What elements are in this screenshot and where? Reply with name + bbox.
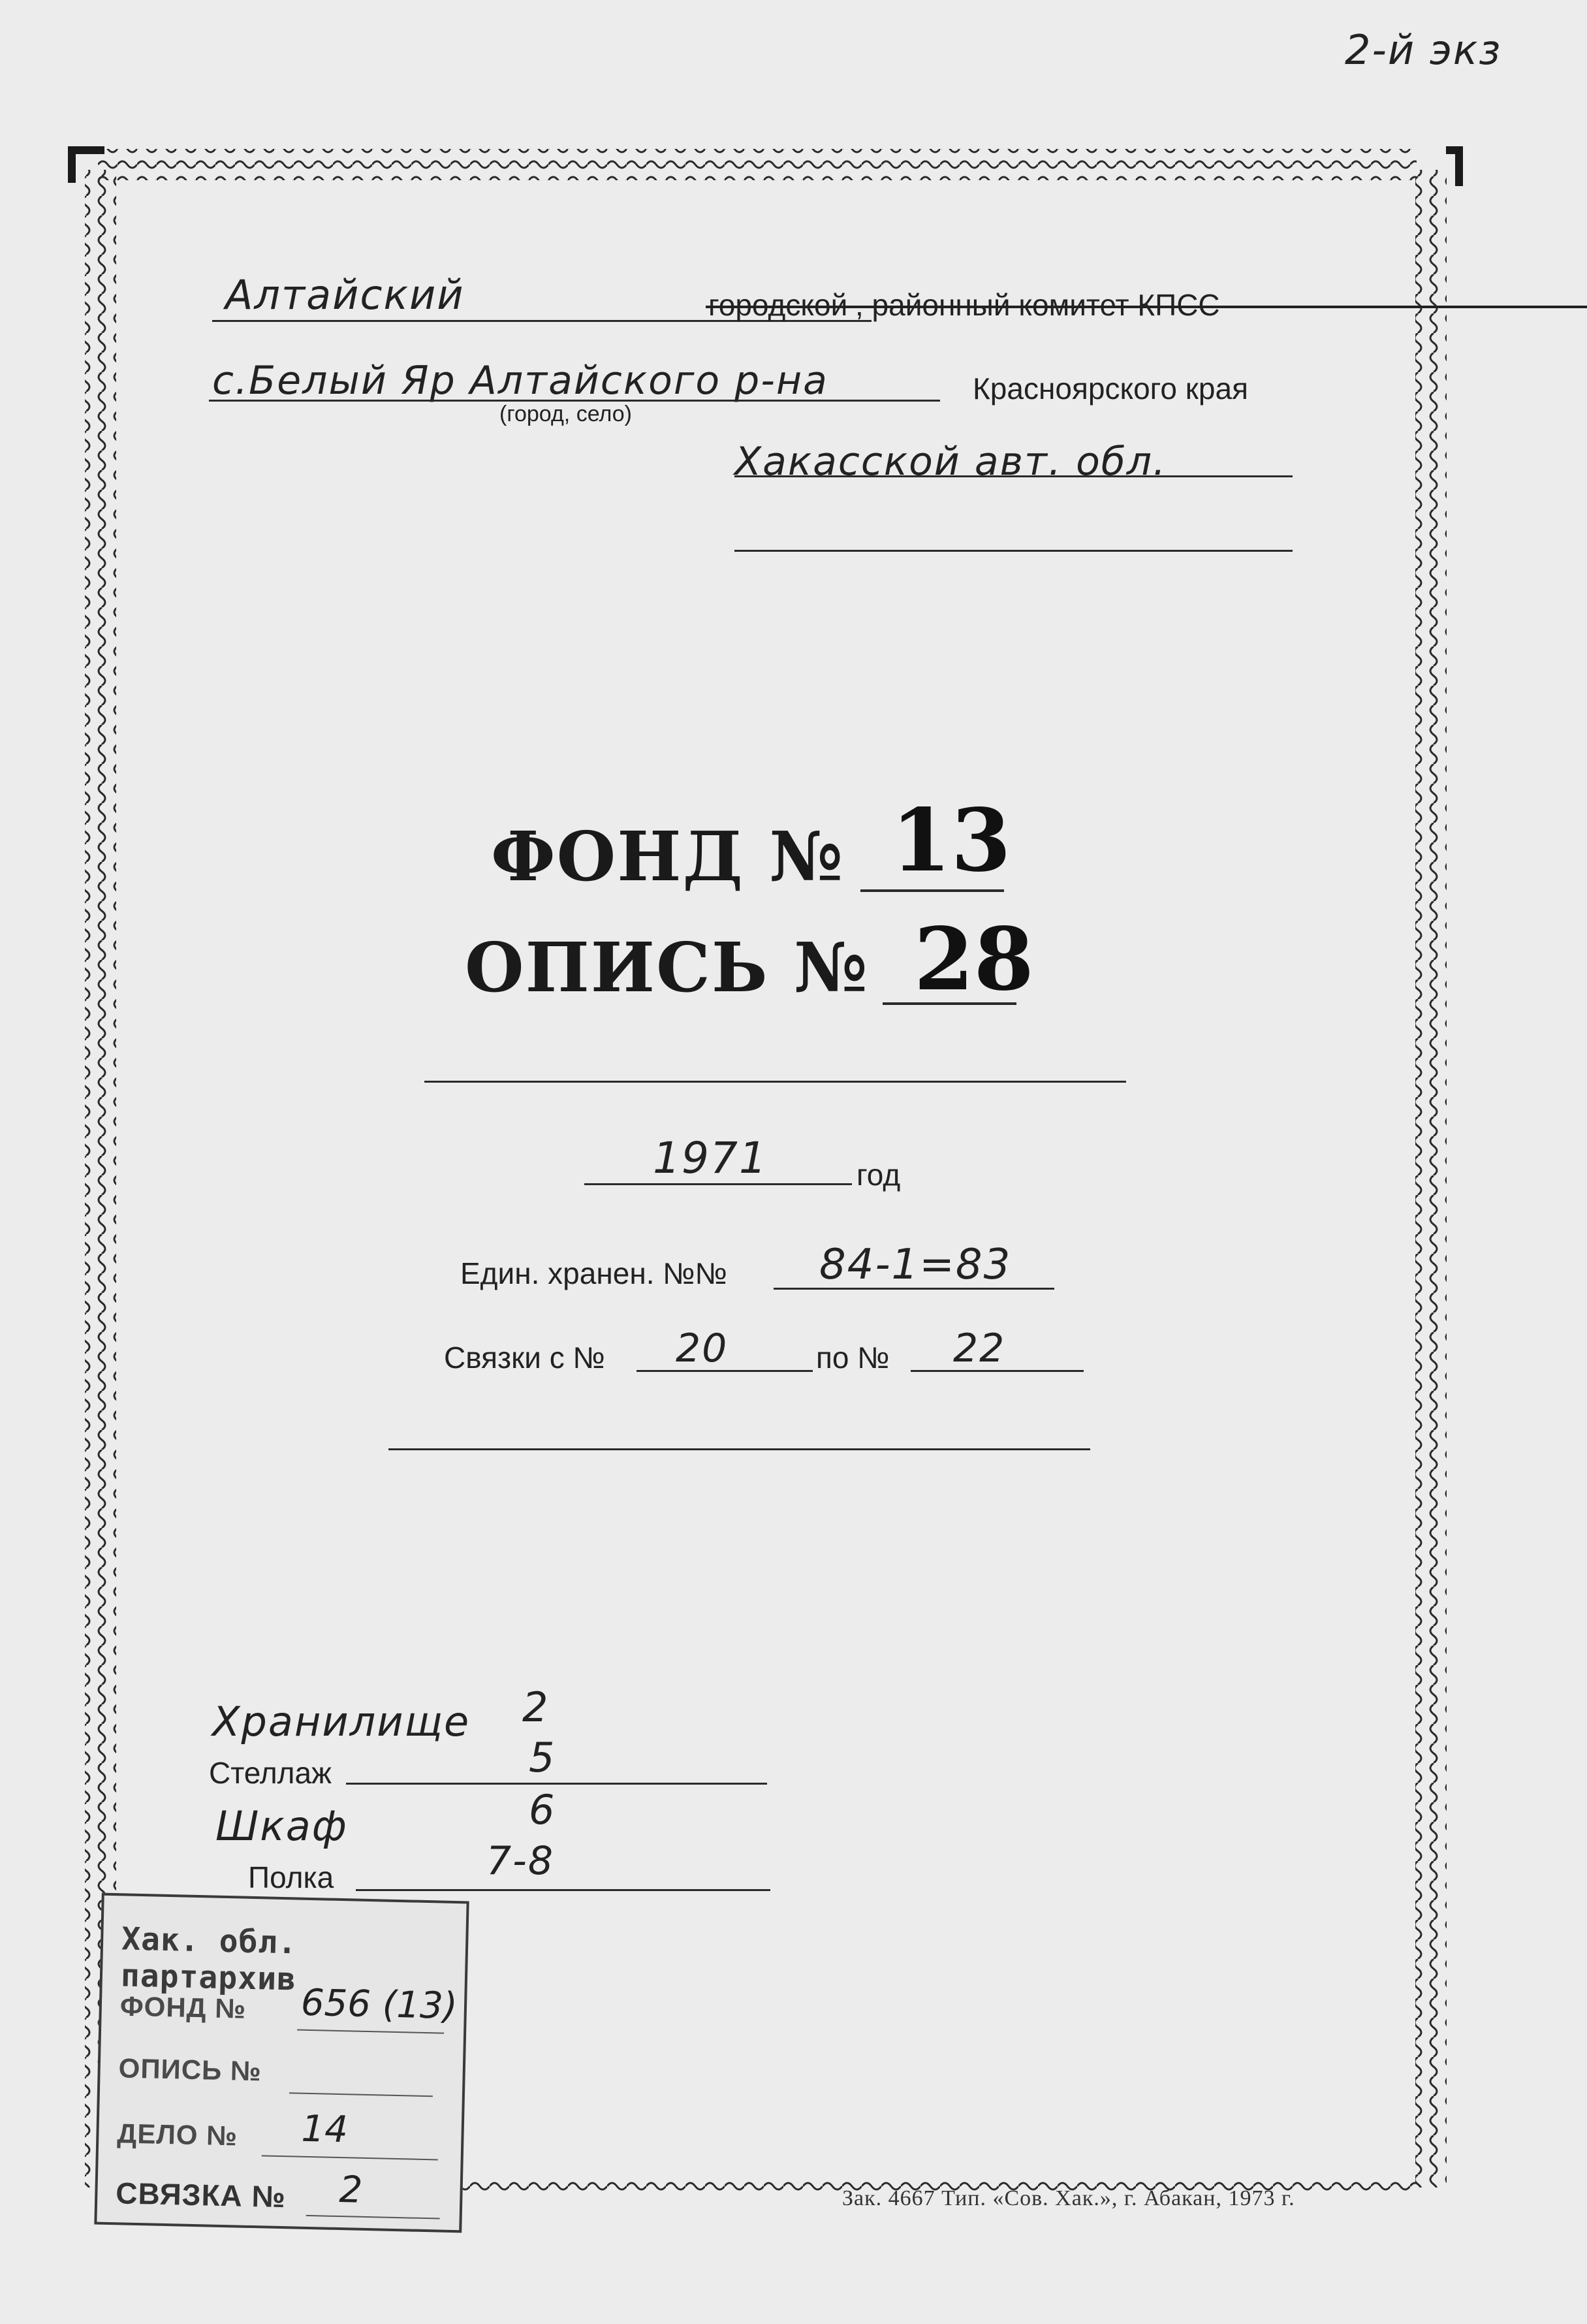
opis-number: 28 (914, 909, 1034, 1010)
line-opis-number (883, 1002, 1016, 1005)
stamp-delo-value: 14 (300, 2107, 349, 2152)
stamp-line-svyazka (306, 2215, 440, 2220)
region-label: Красноярского края (973, 372, 1248, 406)
settlement-handwritten: с.Белый Яр Алтайского р-на (212, 358, 828, 404)
storage-units-value: 84-1=83 (819, 1241, 1012, 1289)
stamp-fond-label: ФОНД № (119, 1990, 247, 2024)
cabinet-value: 6 (529, 1786, 556, 1834)
shelf-label: Полка (248, 1860, 334, 1894)
committee-suffix: , районный комитет КПСС (855, 288, 1220, 322)
line-shelf (356, 1889, 770, 1891)
line-year (584, 1183, 852, 1185)
struck-city-word: городской (708, 287, 1587, 323)
archive-stamp (94, 1893, 469, 2233)
opis-label: ОПИСЬ № (465, 927, 869, 1008)
rack-label: Стеллаж (209, 1756, 332, 1790)
shelf-value: 7-8 (486, 1838, 554, 1884)
stamp-line-opis (289, 2092, 433, 2097)
stamp-svyazka-value: 2 (338, 2169, 363, 2212)
bundles-to-label: по № (816, 1341, 890, 1375)
fond-label: ФОНД № (491, 816, 845, 897)
stamp-title: Хак. обл. партархив (120, 1920, 298, 1998)
autonomous-region-handwritten: Хакасской авт. обл. (734, 439, 1167, 485)
corner-copy-note: 2-й экз (1345, 26, 1502, 74)
stamp-line-delo (262, 2155, 438, 2160)
line-bundles-to (911, 1370, 1084, 1372)
fond-number: 13 (891, 790, 1011, 891)
committee-name-handwritten: Алтайский (225, 271, 465, 319)
stamp-delo-label: ДЕЛО № (116, 2118, 238, 2152)
stamp-svyazka-label: СВЯЗКА № (115, 2176, 287, 2214)
divider-title (424, 1081, 1126, 1083)
bundles-from-label: Связки с № (444, 1341, 605, 1375)
line-autonomous-region (734, 475, 1293, 477)
stamp-fond-value: 656 (13) (300, 1981, 458, 2028)
cabinet-label: Шкаф (215, 1802, 348, 1850)
year-value: 1971 (653, 1133, 768, 1183)
line-blank (734, 550, 1293, 552)
city-village-caption: (город, село) (499, 402, 632, 426)
storehouse-value: 2 (522, 1683, 550, 1731)
bundles-to-value: 22 (953, 1326, 1006, 1371)
stamp-opis-label: ОПИСЬ № (118, 2052, 262, 2087)
line-rack (346, 1783, 767, 1785)
line-storage-units (774, 1288, 1054, 1290)
year-label: год (856, 1158, 901, 1192)
line-bundles-from (636, 1370, 813, 1372)
storehouse-label: Хранилище (212, 1698, 471, 1745)
printing-imprint: Зак. 4667 Тип. «Сов. Хак.», г. Абакан, 1973 г. (842, 2186, 1295, 2210)
bundles-from-value: 20 (676, 1326, 729, 1371)
storage-units-label: Един. хранен. №№ (460, 1256, 727, 1290)
stamp-line-fond (297, 2030, 444, 2034)
rack-value: 5 (529, 1734, 556, 1781)
divider-details (388, 1448, 1090, 1450)
line-fond-number (860, 889, 1004, 892)
